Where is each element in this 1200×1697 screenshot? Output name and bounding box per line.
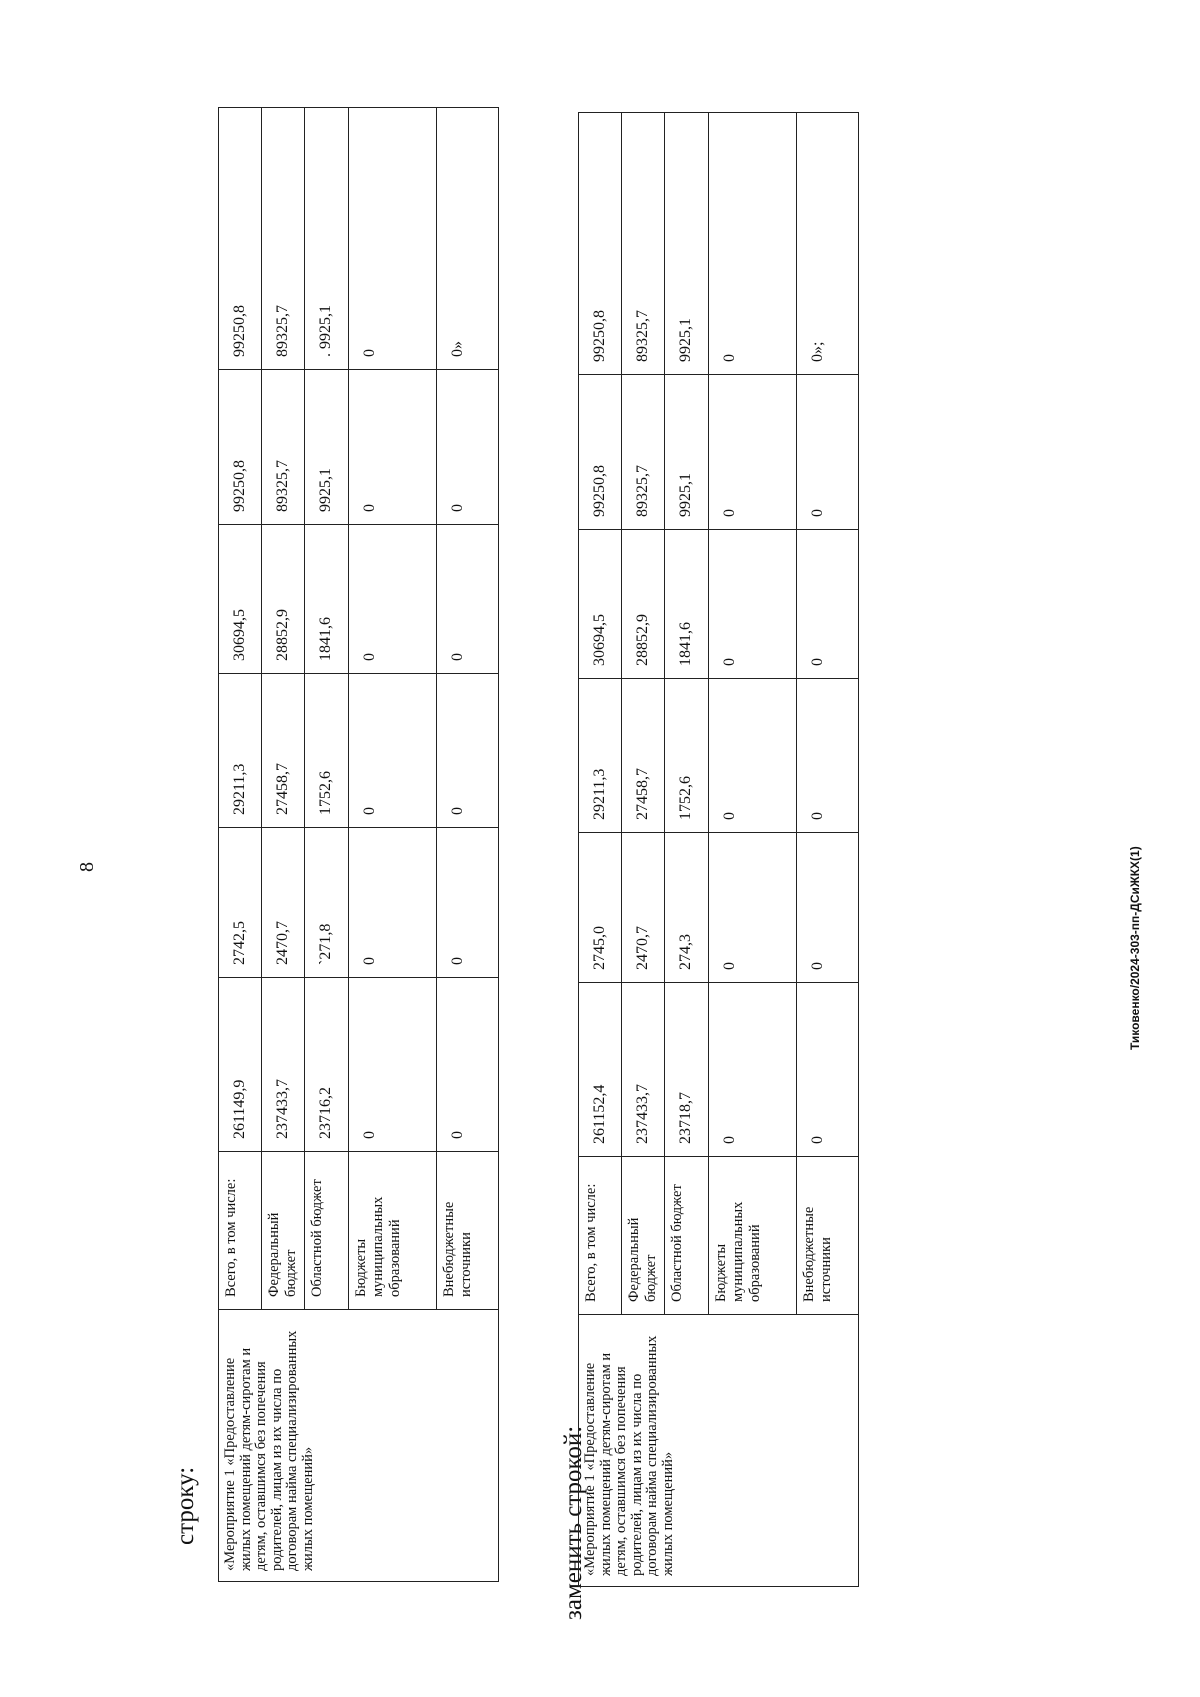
value-cell: 0	[349, 370, 437, 525]
value-cell: 0	[797, 375, 859, 530]
value-cell: 89325,7	[262, 370, 305, 525]
funding-source: Всего, в том числе:	[579, 1157, 622, 1315]
measure-description: «Мероприятие 1 «Предоставление жилых помещений детям-сиротам и детям, оставшимся без попечения родителей, лицам из их числа по договорам найма специализированных жилых помещений»	[579, 1315, 859, 1587]
funding-source: Всего, в том числе:	[219, 1152, 262, 1310]
funding-table-replacement	[578, 112, 859, 1587]
value-cell: 9925,1	[665, 375, 709, 530]
value-cell: 1841,6	[305, 525, 349, 674]
value-cell: 0	[709, 833, 797, 983]
value-cell: 0	[797, 833, 859, 983]
value-cell: 0	[709, 113, 797, 375]
value-cell: 99250,8	[579, 113, 622, 375]
value-cell: 30694,5	[219, 525, 262, 674]
value-cell: 0»;	[797, 113, 859, 375]
value-cell: 2470,7	[262, 828, 305, 978]
table-row	[579, 113, 622, 1587]
measure-description: «Мероприятие 1 «Предоставление жилых помещений детям-сиротам и детям, оставшимся без попечения родителей, лицам из их числа по договорам найма специализированных жилых помещений»	[219, 1310, 499, 1582]
value-cell: `271,8	[305, 828, 349, 978]
value-cell: 27458,7	[262, 674, 305, 828]
value-cell: 237433,7	[622, 983, 665, 1157]
value-cell: 28852,9	[262, 525, 305, 674]
value-cell: 1752,6	[665, 679, 709, 833]
value-cell: 9925,1	[305, 370, 349, 525]
funding-source: Областной бюджет	[305, 1152, 349, 1310]
value-cell: 99250,8	[579, 375, 622, 530]
value-cell: 0	[797, 679, 859, 833]
value-cell: 0	[709, 983, 797, 1157]
value-cell: 0	[797, 530, 859, 679]
value-cell: . 9925,1	[305, 108, 349, 370]
funding-source: Внебюджетные источники	[797, 1157, 859, 1315]
value-cell: 274,3	[665, 833, 709, 983]
funding-source: Федеральный бюджет	[622, 1157, 665, 1315]
section-label-original: строку:	[172, 1466, 199, 1545]
value-cell: 27458,7	[622, 679, 665, 833]
value-cell: 0	[349, 978, 437, 1152]
value-cell: 261152,4	[579, 983, 622, 1157]
value-cell: 23716,2	[305, 978, 349, 1152]
value-cell: 89325,7	[262, 108, 305, 370]
document-id: Тиковенко/2024-303-пп-ДСиЖКХ(1)	[1128, 846, 1142, 1050]
value-cell: 261149,9	[219, 978, 262, 1152]
table-row	[219, 108, 262, 1582]
value-cell: 1841,6	[665, 530, 709, 679]
value-cell: 0	[349, 108, 437, 370]
value-cell: 2745,0	[579, 833, 622, 983]
value-cell: 0	[437, 525, 499, 674]
section-label-replacement: заменить строкой:	[560, 1425, 587, 1620]
value-cell: 28852,9	[622, 530, 665, 679]
value-cell: 99250,8	[219, 108, 262, 370]
value-cell: 0	[349, 828, 437, 978]
funding-source: Областной бюджет	[665, 1157, 709, 1315]
value-cell: 237433,7	[262, 978, 305, 1152]
value-cell: 0	[437, 674, 499, 828]
value-cell: 1752,6	[305, 674, 349, 828]
value-cell: 9925,1	[665, 113, 709, 375]
value-cell: 0	[437, 370, 499, 525]
funding-source: Бюджеты муниципальных образований	[349, 1152, 437, 1310]
value-cell: 23718,7	[665, 983, 709, 1157]
funding-source: Бюджеты муниципальных образований	[709, 1157, 797, 1315]
value-cell: 29211,3	[219, 674, 262, 828]
value-cell: 0	[797, 983, 859, 1157]
value-cell: 89325,7	[622, 375, 665, 530]
value-cell: 89325,7	[622, 113, 665, 375]
value-cell: 29211,3	[579, 679, 622, 833]
value-cell: 99250,8	[219, 370, 262, 525]
value-cell: 0	[709, 530, 797, 679]
funding-source: Федеральный бюджет	[262, 1152, 305, 1310]
value-cell: 0	[349, 674, 437, 828]
value-cell: 0	[437, 828, 499, 978]
funding-source: Внебюджетные источники	[437, 1152, 499, 1310]
value-cell: 30694,5	[579, 530, 622, 679]
value-cell: 0	[349, 525, 437, 674]
funding-table-original	[218, 107, 499, 1582]
value-cell: 0	[437, 978, 499, 1152]
page-number: 8	[76, 862, 98, 872]
value-cell: 2742,5	[219, 828, 262, 978]
value-cell: 0»	[437, 108, 499, 370]
value-cell: 2470,7	[622, 833, 665, 983]
value-cell: 0	[709, 679, 797, 833]
value-cell: 0	[709, 375, 797, 530]
